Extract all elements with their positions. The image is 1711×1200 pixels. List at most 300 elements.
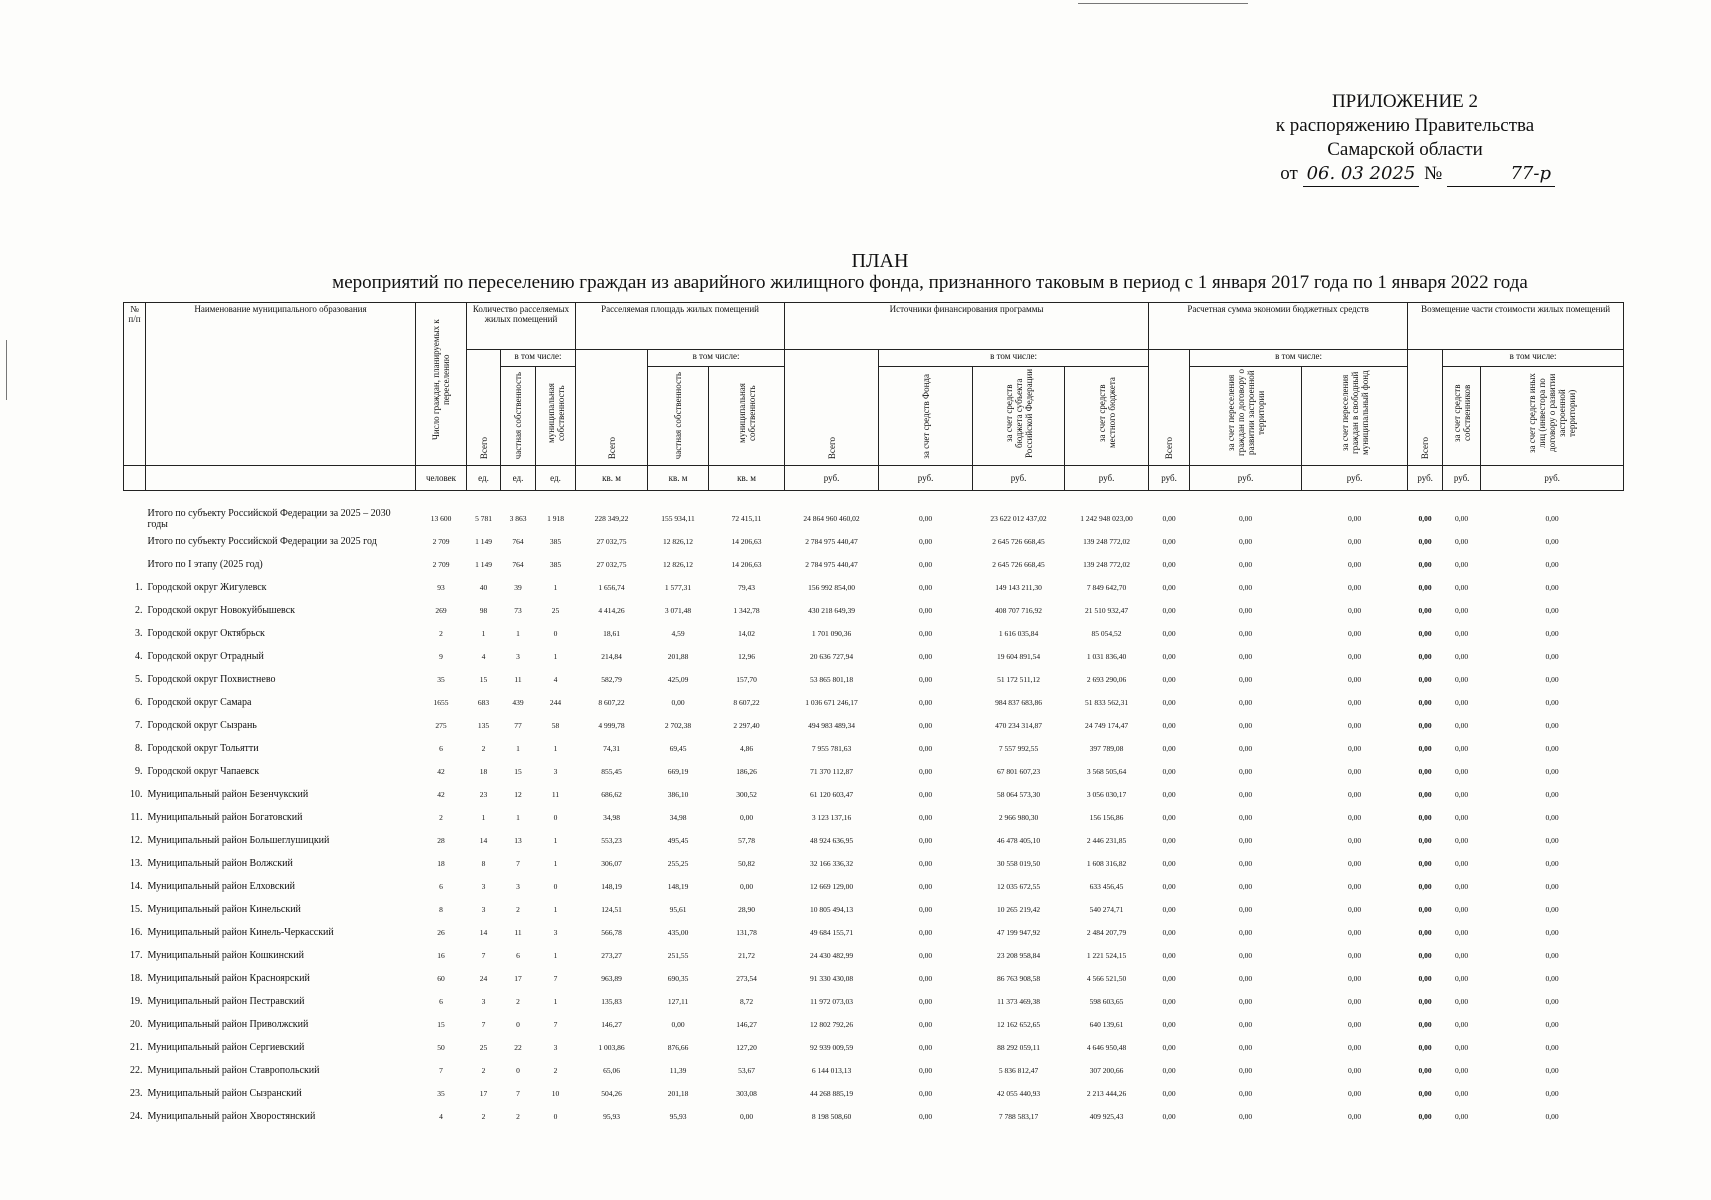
value-cell: 0,00 <box>1455 582 1469 592</box>
value-cell: 1 616 035,84 <box>998 628 1039 638</box>
value-cell: 0 <box>516 1019 520 1029</box>
value-cell: 0,00 <box>1162 1042 1176 1052</box>
municipality-name: Итого по субъекту Российской Федерации за 2025 – 2030 годы <box>147 507 391 530</box>
value-cell: 0,00 <box>1239 950 1253 960</box>
value-cell: 67 801 607,23 <box>996 766 1041 776</box>
value-cell: 4,86 <box>739 743 754 753</box>
comp-incl-header: в том числе: <box>1443 350 1624 367</box>
economy-group-header: Расчетная сумма экономии бюджетных средств <box>1149 303 1408 350</box>
value-cell: 582,79 <box>601 674 622 684</box>
value-cell: 53 865 801,18 <box>809 674 854 684</box>
value-cell: 1 036 671 246,17 <box>805 697 858 707</box>
value-cell: 22 <box>514 1042 522 1052</box>
value-cell: 0,00 <box>918 674 933 684</box>
value-cell: 0,00 <box>1239 789 1253 799</box>
table-row <box>124 898 1624 921</box>
value-cell: 201,88 <box>667 651 689 661</box>
value-cell: 23 208 958,84 <box>996 950 1041 960</box>
value-cell: 0,00 <box>1348 651 1362 661</box>
value-cell: 74,31 <box>603 743 620 753</box>
value-cell: 0,00 <box>1545 973 1559 983</box>
value-cell: 0,00 <box>1418 904 1432 914</box>
value-cell: 3 <box>481 996 486 1006</box>
value-cell: 0,00 <box>1545 697 1559 707</box>
value-cell: 0,00 <box>1239 513 1253 523</box>
value-cell: 39 <box>514 582 522 592</box>
value-cell: 149 143 211,30 <box>995 582 1042 592</box>
value-cell: 0 <box>553 628 558 638</box>
value-cell: 303,08 <box>736 1088 757 1098</box>
row-number: 12. <box>130 834 143 846</box>
value-cell: 0,00 <box>1348 582 1362 592</box>
value-cell: 1 577,31 <box>664 582 692 592</box>
value-cell: 0,00 <box>1162 743 1176 753</box>
value-cell: 3 <box>553 927 558 937</box>
value-cell: 53,67 <box>738 1065 755 1075</box>
value-cell: 0,00 <box>918 513 933 523</box>
scan-mark-left <box>6 340 7 400</box>
table-row <box>124 921 1624 944</box>
value-cell: 1 031 836,40 <box>1086 651 1127 661</box>
value-cell: 60 <box>437 973 445 983</box>
table-row <box>124 990 1624 1013</box>
value-cell: 44 268 885,19 <box>809 1088 854 1098</box>
unit-cell: кв. м <box>709 466 785 491</box>
unit-cell: ед. <box>501 466 536 491</box>
value-cell: 7 788 583,17 <box>998 1111 1039 1121</box>
value-cell: 0,00 <box>918 1088 933 1098</box>
comp-total-header: Всего <box>1408 350 1443 466</box>
value-cell: 0,00 <box>1162 582 1176 592</box>
value-cell: 156 156,86 <box>1089 812 1124 822</box>
value-cell: 494 983 489,34 <box>808 720 855 730</box>
value-cell: 7 <box>481 1019 486 1029</box>
value-cell: 28 <box>437 835 445 845</box>
value-cell: 50 <box>437 1042 445 1052</box>
value-cell: 3 123 137,16 <box>811 812 852 822</box>
value-cell: 0,00 <box>1418 697 1432 707</box>
table-row <box>124 668 1624 691</box>
value-cell: 127,20 <box>736 1042 757 1052</box>
value-cell: 24 <box>479 973 488 983</box>
row-number: 15. <box>130 903 143 915</box>
value-cell: 0,00 <box>1418 789 1432 799</box>
value-cell: 244 <box>549 697 562 707</box>
qty-municipal-header: муниципальная собственность <box>536 367 576 466</box>
value-cell: 0,00 <box>1239 1042 1253 1052</box>
value-cell: 3 <box>553 1042 558 1052</box>
municipality-name: Муниципальный район Кинельский <box>147 904 301 915</box>
value-cell: 0,00 <box>1162 513 1176 523</box>
value-cell: 0,00 <box>1239 697 1253 707</box>
value-cell: 57,78 <box>738 835 755 845</box>
value-cell: 2 <box>516 996 520 1006</box>
value-cell: 0,00 <box>918 858 933 868</box>
value-cell: 11 <box>551 789 560 799</box>
municipality-name: Муниципальный район Красноярский <box>147 973 310 984</box>
value-cell: 9 <box>439 651 443 661</box>
value-cell: 0,00 <box>1348 996 1362 1006</box>
value-cell: 0,00 <box>671 1019 685 1029</box>
value-cell: 0,00 <box>1418 674 1432 684</box>
value-cell: 764 <box>512 559 524 569</box>
value-cell: 0,00 <box>1239 904 1253 914</box>
value-cell: 1 918 <box>547 513 564 523</box>
fin-incl-header: в том числе: <box>879 350 1149 367</box>
resettlement-plan-table <box>123 302 1624 1128</box>
value-cell: 135,83 <box>601 996 622 1006</box>
comp-investor-header: за счет средств иных лиц (инвестора по договору о развитии застроенной территории) <box>1481 367 1624 466</box>
value-cell: 42 <box>437 766 445 776</box>
value-cell: 984 837 683,86 <box>995 697 1042 707</box>
value-cell: 11,39 <box>669 1065 687 1075</box>
table-row <box>124 806 1624 829</box>
value-cell: 0,00 <box>918 536 933 546</box>
value-cell: 425,09 <box>667 674 689 684</box>
area-private-header: частная собственность <box>648 367 709 466</box>
value-cell: 0,00 <box>1455 858 1469 868</box>
scan-mark-top <box>1078 3 1248 4</box>
municipality-name: Муниципальный район Приволжский <box>147 1019 309 1030</box>
value-cell: 0,00 <box>1348 1042 1362 1052</box>
appendix-title: ПРИЛОЖЕНИЕ 2 <box>1331 91 1479 112</box>
value-cell: 3 568 505,64 <box>1086 766 1127 776</box>
value-cell: 4,59 <box>671 628 685 638</box>
unit-cell: руб. <box>1481 466 1624 491</box>
value-cell: 0,00 <box>1239 812 1253 822</box>
value-cell: 0,00 <box>1348 1111 1362 1121</box>
value-cell: 0,00 <box>1348 881 1362 891</box>
value-cell: 35 <box>437 1088 445 1098</box>
value-cell: 8 607,22 <box>598 697 625 707</box>
value-cell: 3 <box>516 881 520 891</box>
value-cell: 92 939 009,59 <box>809 1042 854 1052</box>
value-cell: 0,00 <box>1455 789 1469 799</box>
value-cell: 51 172 511,12 <box>997 674 1040 684</box>
area-incl-header: в том числе: <box>648 350 785 367</box>
value-cell: 0,00 <box>1239 743 1253 753</box>
value-cell: 0,00 <box>1545 559 1559 569</box>
compensation-group-header: Возмещение части стоимости жилых помещений <box>1408 303 1624 350</box>
municipality-name: Городской округ Новокуйбышевск <box>147 605 296 616</box>
value-cell: 157,70 <box>736 674 757 684</box>
value-cell: 0,00 <box>918 996 933 1006</box>
value-cell: 0,00 <box>1545 904 1559 914</box>
value-cell: 0 <box>553 881 558 891</box>
value-cell: 1 656,74 <box>598 582 625 592</box>
value-cell: 12,96 <box>738 651 755 661</box>
value-cell: 0,00 <box>1348 605 1362 615</box>
value-cell: 11 373 469,38 <box>997 996 1040 1006</box>
value-cell: 1 701 090,36 <box>811 628 852 638</box>
value-cell: 3 <box>481 904 486 914</box>
value-cell: 669,19 <box>667 766 689 776</box>
value-cell: 764 <box>512 536 524 546</box>
appendix-line-2: к распоряжению Правительства <box>1275 115 1535 136</box>
value-cell: 12 <box>514 789 522 799</box>
value-cell: 8 <box>481 858 486 868</box>
value-cell: 470 234 314,87 <box>995 720 1042 730</box>
value-cell: 3 071,48 <box>664 605 692 615</box>
value-cell: 0,00 <box>1348 559 1362 569</box>
unit-cell: кв. м <box>648 466 709 491</box>
value-cell: 633 456,45 <box>1089 881 1124 891</box>
value-cell: 0,00 <box>1455 743 1469 753</box>
value-cell: 0,00 <box>1418 513 1432 523</box>
row-number: 22. <box>130 1064 143 1076</box>
value-cell: 0,00 <box>1545 927 1559 937</box>
value-cell: 0,00 <box>918 789 933 799</box>
value-cell: 0,00 <box>1545 835 1559 845</box>
value-cell: 0,00 <box>1239 559 1253 569</box>
table-row <box>124 1059 1624 1082</box>
value-cell: 0,00 <box>1455 536 1469 546</box>
value-cell: 7 955 781,63 <box>811 743 852 753</box>
value-cell: 14 206,63 <box>731 536 762 546</box>
value-cell: 553,23 <box>601 835 622 845</box>
unit-cell: руб. <box>879 466 973 491</box>
value-cell: 0,00 <box>1418 536 1432 546</box>
value-cell: 495,45 <box>667 835 689 845</box>
value-cell: 0,00 <box>1545 858 1559 868</box>
value-cell: 2 966 980,30 <box>998 812 1039 822</box>
value-cell: 12 162 652,65 <box>996 1019 1041 1029</box>
municipality-name: Городской округ Тольятти <box>147 743 259 754</box>
value-cell: 26 <box>437 927 445 937</box>
value-cell: 1 003,86 <box>598 1042 625 1052</box>
financing-group-header: Источники финансирования программы <box>785 303 1149 350</box>
row-number: 7. <box>135 719 143 731</box>
value-cell: 12 669 129,00 <box>809 881 854 891</box>
plan-subtitle: мероприятий по переселению граждан из аварийного жилищного фонда, признанного таковым в период с 1 января 2017 года по 1 января 2022 года <box>332 272 1528 293</box>
table-row <box>124 829 1624 852</box>
value-cell: 0,00 <box>1418 1019 1432 1029</box>
row-number: 13. <box>130 857 143 869</box>
value-cell: 0,00 <box>1545 1019 1559 1029</box>
value-cell: 566,78 <box>601 927 622 937</box>
value-cell: 16 <box>437 950 445 960</box>
from-label: от <box>1280 163 1298 184</box>
value-cell: 228 349,22 <box>594 513 629 523</box>
table-row <box>124 1036 1624 1059</box>
value-cell: 0,00 <box>1239 536 1253 546</box>
area-group-header: Расселяемая площадь жилых помещений <box>576 303 785 350</box>
unit-cell: руб. <box>785 466 879 491</box>
value-cell: 0,00 <box>671 697 685 707</box>
value-cell: 34,98 <box>603 812 620 822</box>
value-cell: 7 849 642,70 <box>1086 582 1127 592</box>
value-cell: 86 763 908,58 <box>996 973 1041 983</box>
value-cell: 15 <box>437 1019 445 1029</box>
value-cell: 0,00 <box>1418 835 1432 845</box>
table-row <box>124 875 1624 898</box>
value-cell: 0,00 <box>1348 1065 1362 1075</box>
value-cell: 0,00 <box>1545 1065 1559 1075</box>
value-cell: 0,00 <box>1348 628 1362 638</box>
value-cell: 0,00 <box>918 835 933 845</box>
value-cell: 127,11 <box>667 996 689 1006</box>
value-cell: 4 <box>553 674 558 684</box>
value-cell: 0,00 <box>1348 720 1362 730</box>
value-cell: 15 <box>514 766 522 776</box>
value-cell: 0,00 <box>1545 950 1559 960</box>
unit-cell: руб. <box>1065 466 1149 491</box>
value-cell: 2 446 231,85 <box>1086 835 1127 845</box>
value-cell: 0,00 <box>1455 674 1469 684</box>
value-cell: 25 <box>479 1042 488 1052</box>
value-cell: 0,00 <box>1545 582 1559 592</box>
value-cell: 0,00 <box>918 904 933 914</box>
value-cell: 1 <box>516 812 520 822</box>
value-cell: 1 149 <box>475 559 492 569</box>
unit-cell: ед. <box>467 466 501 491</box>
value-cell: 65,06 <box>603 1065 620 1075</box>
municipality-name: Муниципальный район Богатовский <box>147 812 303 823</box>
qty-private-header: частная собственность <box>501 367 536 466</box>
value-cell: 0,00 <box>1348 536 1362 546</box>
econ-free-fund-header: за счет переселения граждан в свободный муниципальный фонд <box>1302 367 1408 466</box>
value-cell: 156 992 854,00 <box>808 582 855 592</box>
value-cell: 0,00 <box>1162 536 1176 546</box>
value-cell: 0,00 <box>1239 605 1253 615</box>
qty-group-header: Количество расселяемых жилых помещений <box>467 303 576 350</box>
municipality-name: Муниципальный район Сергиевский <box>147 1042 305 1053</box>
value-cell: 0,00 <box>918 881 933 891</box>
row-number: 19. <box>130 995 143 1007</box>
value-cell: 79,43 <box>738 582 755 592</box>
value-cell: 14,02 <box>738 628 755 638</box>
value-cell: 0,00 <box>1348 973 1362 983</box>
value-cell: 19 604 891,54 <box>996 651 1041 661</box>
value-cell: 18,61 <box>603 628 620 638</box>
col-citizens-header: Число граждан, планируемых к переселению <box>416 303 467 466</box>
value-cell: 2 693 290,06 <box>1086 674 1127 684</box>
value-cell: 0,00 <box>1418 812 1432 822</box>
value-cell: 1 149 <box>475 536 492 546</box>
value-cell: 0,00 <box>1348 950 1362 960</box>
value-cell: 28,90 <box>738 904 755 914</box>
value-cell: 2 <box>481 1111 486 1121</box>
table-row <box>124 944 1624 967</box>
value-cell: 0,00 <box>1162 881 1176 891</box>
value-cell: 14 <box>479 835 488 845</box>
value-cell: 0,00 <box>918 628 933 638</box>
value-cell: 306,07 <box>601 858 622 868</box>
table-row <box>124 1013 1624 1036</box>
row-number: 3. <box>135 627 143 639</box>
value-cell: 0,00 <box>1348 743 1362 753</box>
value-cell: 2 <box>439 628 443 638</box>
municipality-name: Городской округ Жигулевск <box>147 582 267 593</box>
value-cell: 0,00 <box>1162 858 1176 868</box>
value-cell: 0,00 <box>1162 651 1176 661</box>
unit-cell: кв. м <box>576 466 648 491</box>
value-cell: 386,10 <box>667 789 689 799</box>
value-cell: 0 <box>553 812 558 822</box>
value-cell: 6 <box>439 743 443 753</box>
value-cell: 0,00 <box>1348 1088 1362 1098</box>
row-number <box>124 553 146 576</box>
value-cell: 0 <box>553 1111 558 1121</box>
value-cell: 0,00 <box>918 927 933 937</box>
value-cell: 504,26 <box>601 1088 622 1098</box>
value-cell: 23 <box>479 789 488 799</box>
value-cell: 3 <box>516 651 520 661</box>
value-cell: 0,00 <box>1162 950 1176 960</box>
value-cell: 0,00 <box>739 881 754 891</box>
table-body <box>124 491 1624 1129</box>
value-cell: 95,61 <box>669 904 687 914</box>
unit-cell: руб. <box>1190 466 1302 491</box>
value-cell: 51 833 562,31 <box>1084 697 1129 707</box>
value-cell: 0,00 <box>1239 582 1253 592</box>
value-cell: 0,00 <box>1239 996 1253 1006</box>
value-cell: 0,00 <box>1418 743 1432 753</box>
table-row <box>124 507 1624 530</box>
value-cell: 1 <box>553 996 558 1006</box>
value-cell: 0,00 <box>1455 697 1469 707</box>
value-cell: 24 749 174,47 <box>1084 720 1129 730</box>
value-cell: 0,00 <box>918 766 933 776</box>
value-cell: 0,00 <box>1162 720 1176 730</box>
value-cell: 2 784 975 440,47 <box>805 559 858 569</box>
plan-title: ПЛАН <box>851 250 909 272</box>
table-row <box>124 576 1624 599</box>
value-cell: 0,00 <box>1348 766 1362 776</box>
value-cell: 0,00 <box>1455 881 1469 891</box>
handwritten-number: 77-р <box>1447 162 1555 187</box>
value-cell: 0,00 <box>1418 1088 1432 1098</box>
value-cell: 71 370 112,87 <box>810 766 853 776</box>
value-cell: 2 <box>481 1065 486 1075</box>
value-cell: 0,00 <box>918 1042 933 1052</box>
value-cell: 640 139,61 <box>1089 1019 1124 1029</box>
value-cell: 25 <box>551 605 560 615</box>
unit-cell: руб. <box>1408 466 1443 491</box>
value-cell: 0,00 <box>1418 858 1432 868</box>
table-row <box>124 599 1624 622</box>
municipality-name: Городской округ Отрадный <box>147 651 264 662</box>
unit-cell: руб. <box>973 466 1065 491</box>
qty-incl-header: в том числе: <box>501 350 576 367</box>
value-cell: 0,00 <box>1239 835 1253 845</box>
value-cell: 2 645 726 668,45 <box>992 559 1045 569</box>
value-cell: 0,00 <box>1545 1088 1559 1098</box>
value-cell: 186,26 <box>736 766 757 776</box>
value-cell: 0,00 <box>1418 927 1432 937</box>
value-cell: 0,00 <box>1455 904 1469 914</box>
value-cell: 1 <box>553 858 558 868</box>
row-number: 6. <box>135 696 143 708</box>
value-cell: 4 414,26 <box>598 605 625 615</box>
area-total-header: Всего <box>576 350 648 466</box>
value-cell: 4 <box>481 651 486 661</box>
table-row <box>124 530 1624 553</box>
value-cell: 0,00 <box>918 950 933 960</box>
value-cell: 0,00 <box>1455 1042 1469 1052</box>
value-cell: 146,27 <box>736 1019 757 1029</box>
value-cell: 0,00 <box>1239 720 1253 730</box>
value-cell: 683 <box>477 697 490 707</box>
row-number: 21. <box>130 1041 143 1053</box>
col-name-header: Наименование муниципального образования <box>146 303 416 466</box>
value-cell: 0,00 <box>918 1111 933 1121</box>
municipality-name: Итого по субъекту Российской Федерации за 2025 год <box>147 536 377 547</box>
value-cell: 146,27 <box>601 1019 622 1029</box>
value-cell: 0,00 <box>1455 628 1469 638</box>
value-cell: 0,00 <box>918 559 933 569</box>
municipality-name: Муниципальный район Ставропольский <box>147 1065 320 1076</box>
